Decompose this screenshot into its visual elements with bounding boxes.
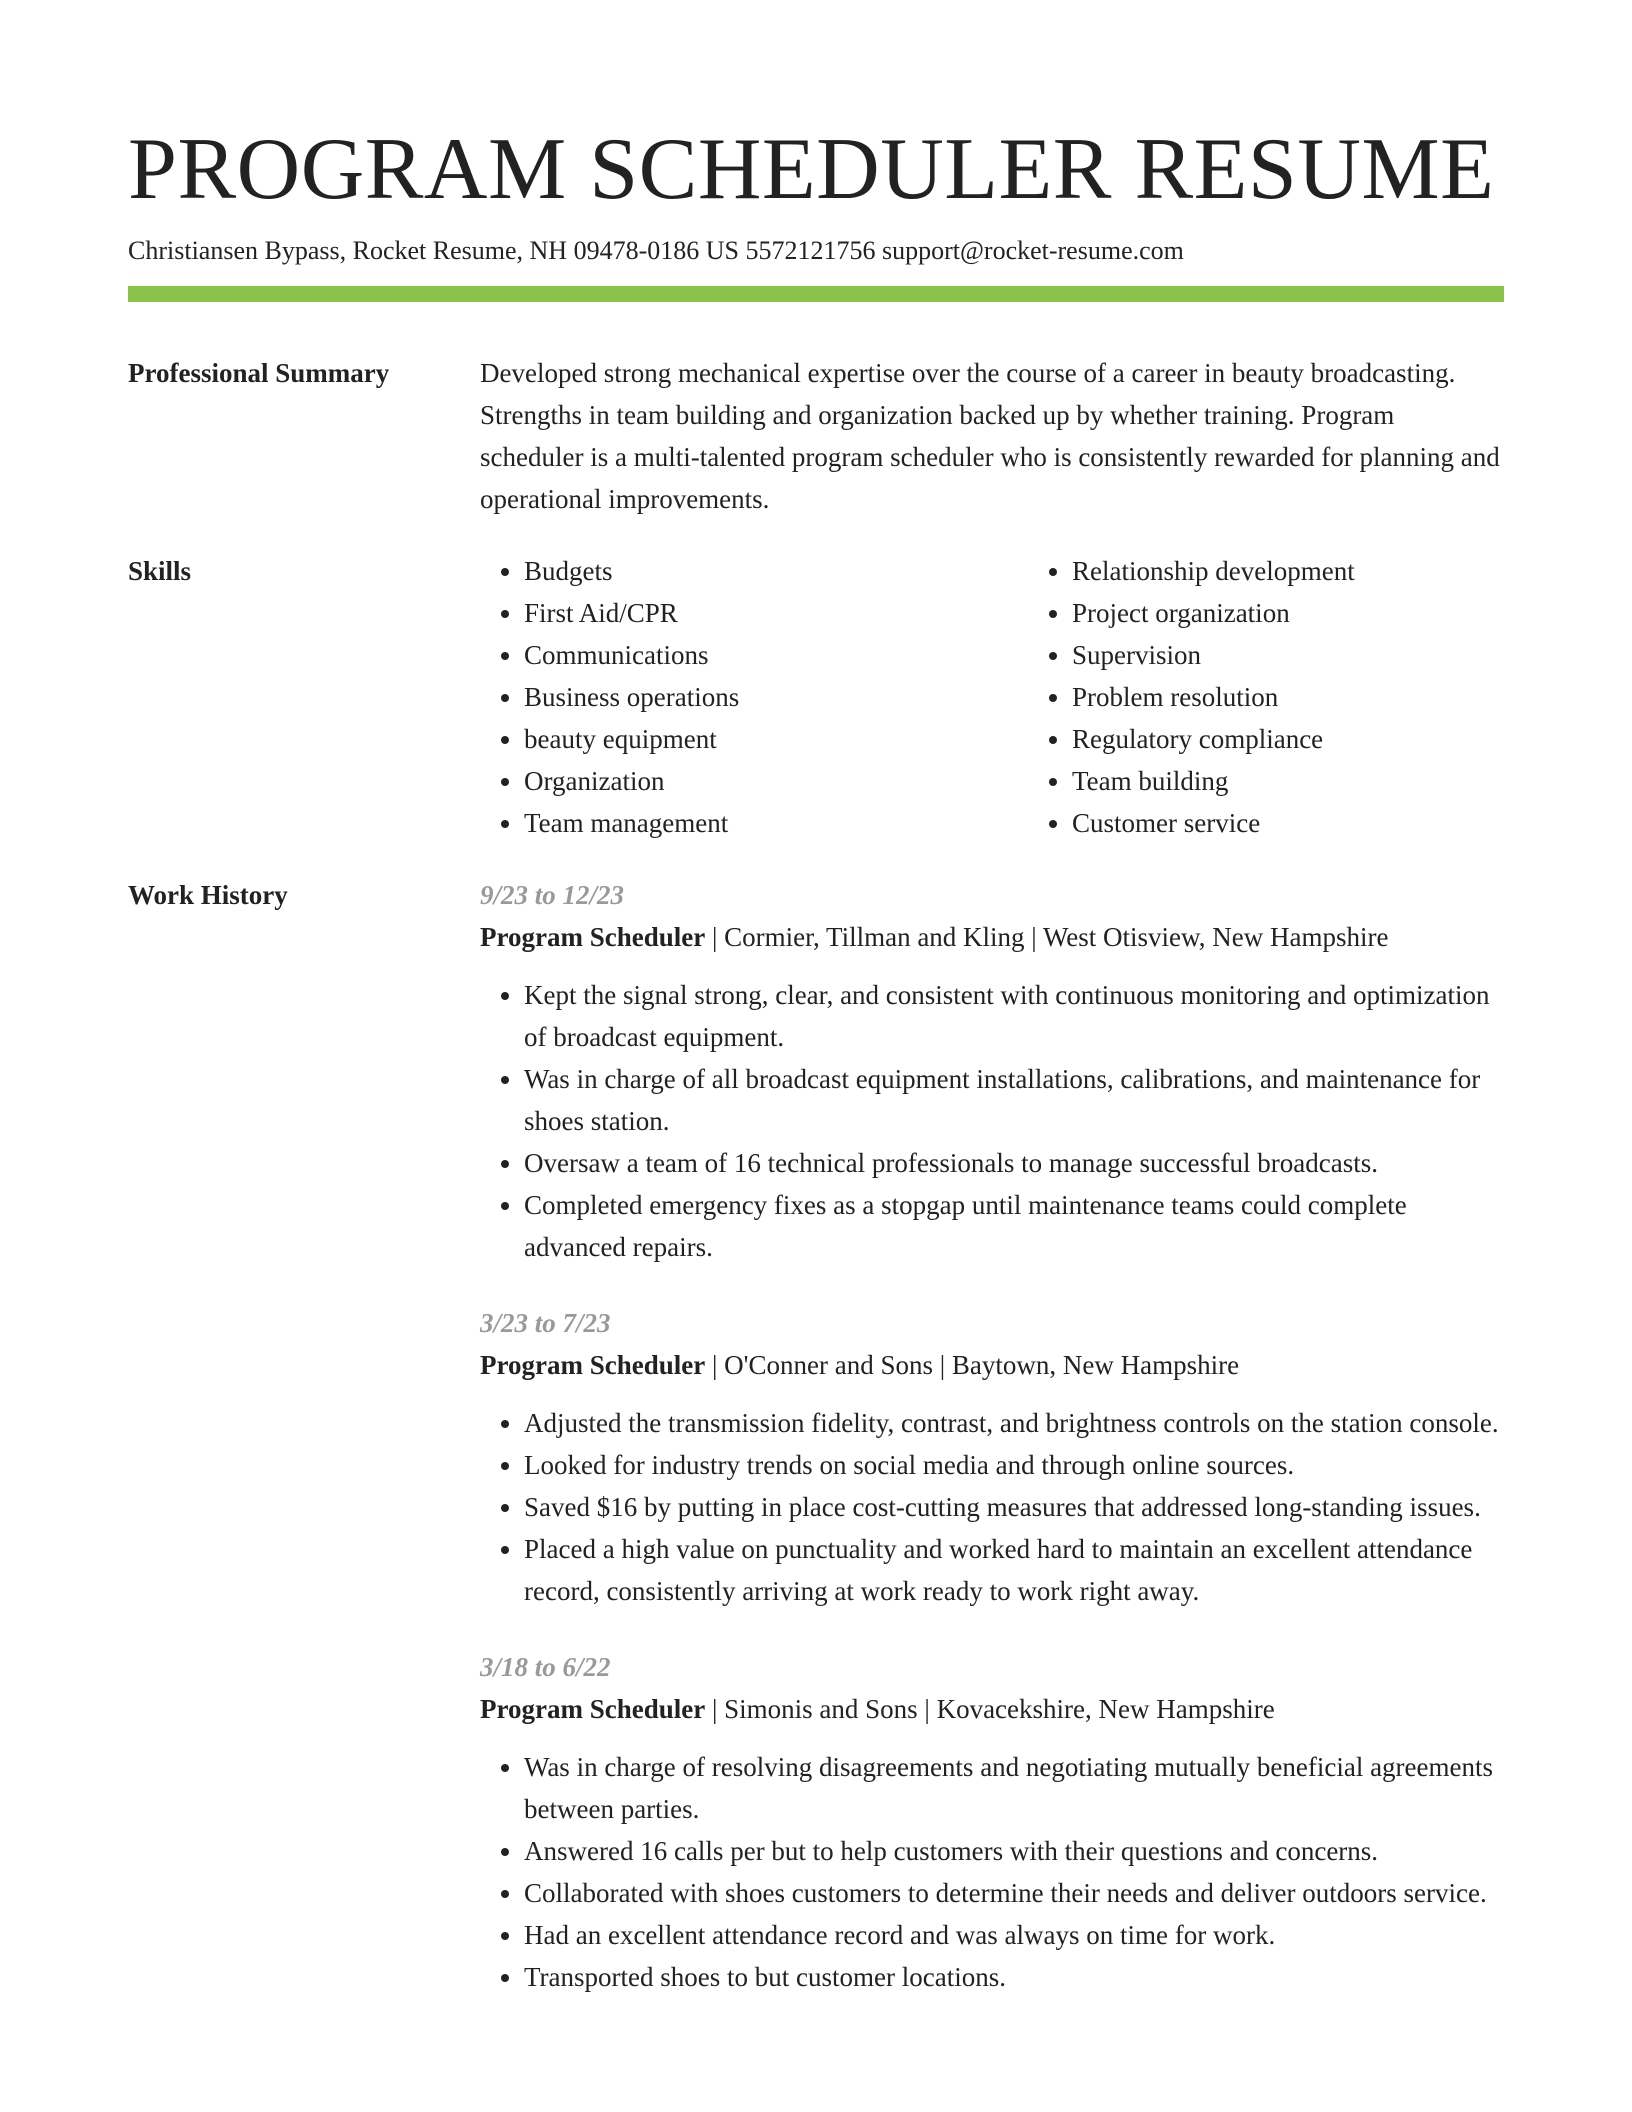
job-bullets bbox=[480, 974, 1504, 1268]
job-title: Program Scheduler bbox=[480, 1694, 706, 1724]
job-heading bbox=[480, 916, 1504, 958]
skill-item: • Customer service bbox=[1072, 802, 1576, 844]
job-heading bbox=[480, 1688, 1504, 1730]
skill-item: • Budgets bbox=[524, 550, 1028, 592]
job-bullet: • Adjusted the transmission fidelity, contrast, and brightness controls on the station console. bbox=[524, 1402, 1504, 1444]
job-bullets bbox=[480, 1746, 1504, 1998]
skills-columns bbox=[480, 550, 1576, 844]
job-bullet: • Oversaw a team of 16 technical professionals to manage successful broadcasts. bbox=[524, 1142, 1504, 1184]
job-dates: 3/23 to 7/23 bbox=[480, 1308, 611, 1338]
job-heading bbox=[480, 1344, 1504, 1386]
job-bullet: • Kept the signal strong, clear, and consistent with continuous monitoring and optimization of broadcast equipment. bbox=[524, 974, 1504, 1058]
job-details: | O'Conner and Sons | Baytown, New Hampshire bbox=[705, 1350, 1240, 1380]
section-label-skills: Skills bbox=[128, 556, 192, 586]
job-bullet: • Completed emergency fixes as a stopgap until maintenance teams could complete advanced repairs. bbox=[524, 1184, 1504, 1268]
job-bullet: • Was in charge of resolving disagreements and negotiating mutually beneficial agreements between parties. bbox=[524, 1746, 1504, 1830]
job-details: | Cormier, Tillman and Kling | West Otisview, New Hampshire bbox=[705, 922, 1389, 952]
job-entry bbox=[480, 1302, 1504, 1612]
skill-item: • Team management bbox=[524, 802, 1028, 844]
job-entry bbox=[480, 874, 1504, 1268]
skill-item: • First Aid/CPR bbox=[524, 592, 1028, 634]
section-label-summary: Professional Summary bbox=[128, 358, 390, 388]
job-details: | Simonis and Sons | Kovacekshire, New Hampshire bbox=[705, 1694, 1275, 1724]
job-bullet: • Saved $16 by putting in place cost-cutting measures that addressed long-standing issues. bbox=[524, 1486, 1504, 1528]
skill-item: • Problem resolution bbox=[1072, 676, 1576, 718]
summary-body bbox=[480, 352, 1504, 520]
job-dates: 9/23 to 12/23 bbox=[480, 880, 625, 910]
resume-title: PROGRAM SCHEDULER RESUME bbox=[128, 121, 1495, 218]
skill-item: • Regulatory compliance bbox=[1072, 718, 1576, 760]
skill-item: • Project organization bbox=[1072, 592, 1576, 634]
job-bullet: • Was in charge of all broadcast equipment installations, calibrations, and maintenance for shoes station. bbox=[524, 1058, 1504, 1142]
skills-list-left bbox=[480, 550, 1028, 844]
skill-item: • beauty equipment bbox=[524, 718, 1028, 760]
job-bullet: • Collaborated with shoes customers to determine their needs and deliver outdoors service. bbox=[524, 1872, 1504, 1914]
skill-item: • Team building bbox=[1072, 760, 1576, 802]
job-entry bbox=[480, 1646, 1504, 1998]
job-dates: 3/18 to 6/22 bbox=[480, 1652, 611, 1682]
skills-list-right bbox=[1028, 550, 1576, 844]
job-bullet: • Looked for industry trends on social media and through online sources. bbox=[524, 1444, 1504, 1486]
job-bullets bbox=[480, 1402, 1504, 1612]
job-bullet: • Transported shoes to but customer locations. bbox=[524, 1956, 1504, 1998]
skill-item: • Supervision bbox=[1072, 634, 1576, 676]
job-title: Program Scheduler bbox=[480, 922, 706, 952]
header-divider bbox=[128, 286, 1504, 302]
summary-text: Developed strong mechanical expertise over the course of a career in beauty broadcasting. Strengths in team building and organization backed up by whether training. Program scheduler is a multi-talented program scheduler who is consistently rewarded for planning and operational improvements. bbox=[480, 358, 1500, 514]
resume-page bbox=[128, 118, 1504, 2032]
contact-info: Christiansen Bypass, Rocket Resume, NH 09478-0186 US 5572121756 support@rocket-resume.com bbox=[128, 236, 1184, 265]
work-history-section bbox=[128, 874, 1504, 2032]
job-bullet: • Had an excellent attendance record and was always on time for work. bbox=[524, 1914, 1504, 1956]
skill-item: • Relationship development bbox=[1072, 550, 1576, 592]
skill-item: • Communications bbox=[524, 634, 1028, 676]
job-bullet: • Placed a high value on punctuality and worked hard to maintain an excellent attendance record, consistently arriving at work ready to work right away. bbox=[524, 1528, 1504, 1612]
work-history-body bbox=[480, 874, 1504, 2032]
job-title: Program Scheduler bbox=[480, 1350, 706, 1380]
section-label-work: Work History bbox=[128, 880, 288, 910]
professional-summary-section bbox=[128, 352, 1504, 520]
skill-item: • Business operations bbox=[524, 676, 1028, 718]
skills-section bbox=[128, 550, 1504, 844]
skill-item: • Organization bbox=[524, 760, 1028, 802]
job-bullet: • Answered 16 calls per but to help customers with their questions and concerns. bbox=[524, 1830, 1504, 1872]
